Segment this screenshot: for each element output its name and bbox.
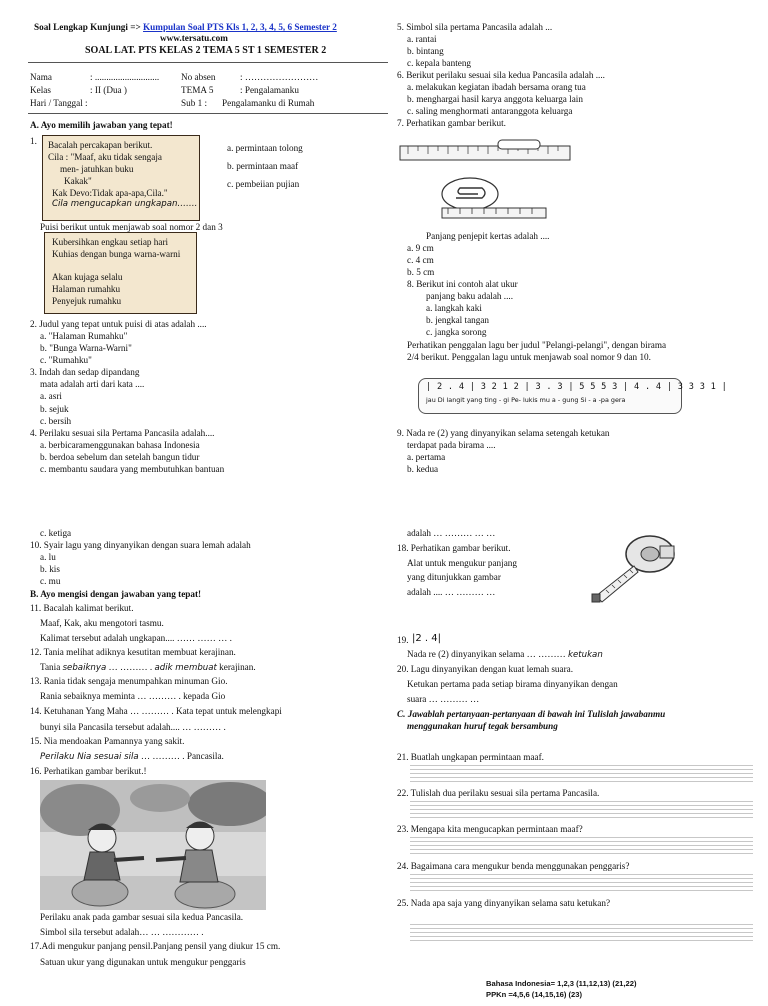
q15-text: 15. Nia mendoakan Pamannya yang sakit. (30, 736, 185, 746)
q19-number: 19. (397, 635, 409, 645)
q7-caption: Panjang penjepit kertas adalah .... (426, 231, 550, 241)
hari-label: Hari / Tanggal : (30, 98, 88, 108)
q9-text: 9. Nada re (2) yang dinyanyikan selama setengah ketukan (397, 428, 610, 438)
q3-option: a. asri (40, 391, 62, 401)
answer-lines[interactable] (410, 801, 753, 821)
q12-part: Tania (40, 662, 63, 672)
q9-text2: terdapat pada birama .... (407, 440, 496, 450)
q5-option: b. bintang (407, 46, 444, 56)
q12-line (40, 662, 256, 674)
nama-label: Nama (30, 72, 52, 82)
q11-text: 11. Bacalah kalimat berikut. (30, 603, 134, 613)
footer-line: PPKn =4,5,6 (14,15,16) (23) (486, 990, 583, 999)
q19-notation: |2 . 4| (412, 633, 441, 644)
q7-option: b. 5 cm (407, 267, 435, 277)
q7-option: c. 4 cm (407, 255, 434, 265)
q6-option: c. saling menghormati antaranggota keluarga (407, 106, 573, 116)
section-c-title: C. Jawablah pertanyaan-pertanyaan di bawah ini Tulislah jawabanmu (397, 709, 666, 719)
q20-text: 20. Lagu dinyanyikan dengan kuat lemah suara. (397, 664, 574, 674)
q7-text: 7. Perhatikan gambar berikut. (397, 118, 506, 128)
essay-question: 24. Bagaimana cara mengukur benda menggunakan penggaris? (397, 861, 630, 871)
poem-intro: Puisi berikut untuk menjawab soal nomor 2 dan 3 (40, 222, 223, 232)
site-url[interactable]: www.tersatu.com (160, 33, 228, 43)
essay-question: 25. Nada apa saja yang dinyanyikan selama satu ketukan? (397, 898, 611, 908)
dialog-line: Bacalah percakapan berikut. (48, 140, 153, 150)
q17-text: 17.Adi mengukur panjang pensil.Panjang pensil yang diukur 15 cm. (30, 941, 281, 951)
divider (28, 113, 388, 114)
divider (28, 62, 388, 63)
tema-value: : Pengalamanku (240, 85, 299, 95)
kelas-value: : II (Dua ) (90, 85, 127, 95)
answer-lines[interactable] (410, 924, 753, 944)
children-visiting-image (40, 780, 266, 910)
page-title: SOAL LAT. PTS KELAS 2 TEMA 5 ST 1 SEMESTER 2 (85, 45, 327, 56)
q2-option: c. "Rumahku" (40, 355, 92, 365)
q18-line: Alat untuk mengukur panjang (407, 558, 517, 568)
q12-text: 12. Tania melihat adiknya kesutitan membuat kerajinan. (30, 647, 236, 657)
q15-line (40, 751, 224, 763)
q8-option: c. jangka sorong (426, 327, 487, 337)
q1-number: 1. (30, 136, 37, 146)
q19-line (407, 649, 603, 661)
song-intro: 2/4 berikut. Penggalan lagu untuk menjawab soal nomor 9 dan 10. (407, 352, 651, 362)
tape-measure-image (590, 532, 680, 604)
absen-value: : …………………… (240, 72, 319, 82)
song-lyrics: jau Di langit yang ting - gi Pe- lukis mu a - gung Si - a -pa gera (426, 396, 626, 404)
q13-text: 13. Rania tidak sengaja menumpahkan minuman Gio. (30, 676, 228, 686)
q9-option-c: c. ketiga (40, 528, 72, 538)
header-prefix: Soal Lengkap Kunjungi => (34, 22, 141, 32)
q18-line: adalah .... … ……… … (407, 587, 496, 597)
q1-prompt: Cila mengucapkan ungkapan……. (52, 199, 198, 209)
q7-option: a. 9 cm (407, 243, 434, 253)
dialog-line: men- jatuhkan buku (60, 164, 134, 174)
q5-option: c. kepala banteng (407, 58, 472, 68)
q3-option: c. bersih (40, 416, 72, 426)
tema-label: TEMA 5 (181, 85, 214, 95)
dialog-line: Kak Devo:Tidak apa-apa,Cila." (52, 188, 168, 198)
q4-option: a. berbicaramenggunakan bahasa Indonesia (40, 440, 200, 450)
q11-line: Maaf, Kak, aku mengotori tasmu. (40, 618, 164, 628)
answer-lines[interactable] (410, 874, 753, 894)
q20-line: suara … ……… … (407, 694, 480, 704)
answer-lines[interactable] (410, 765, 753, 785)
essay-question: 22. Tulislah dua perilaku sesuai sila pertama Pancasila. (397, 788, 600, 798)
sub-label: Sub 1 : (181, 98, 208, 108)
poem-line: Penyejuk rumahku (52, 296, 122, 306)
q16-line: Perilaku anak pada gambar sesuai sila kedua Pancasila. (40, 912, 244, 922)
nama-value: : ............................ (90, 72, 160, 82)
poem-line: Halaman rumahku (52, 284, 121, 294)
q16-line: Simbol sila tersebut adalah… … ………… . (40, 927, 204, 937)
header-link[interactable]: Kumpulan Soal PTS Kls 1, 2, 3, 4, 5, 6 Semester 2 (143, 22, 337, 32)
q19-handwriting: ketukan (568, 650, 603, 660)
q6-option: a. melakukan kegiatan ibadah bersama orang tua (407, 82, 586, 92)
dialog-line: Cila : "Maaf, aku tidak sengaja (48, 152, 162, 162)
q12-part: … ……… . (106, 662, 155, 672)
q1-option: a. permintaan tolong (227, 143, 303, 153)
q16-text: 16. Perhatikan gambar berikut.! (30, 766, 147, 776)
essay-question: 21. Buatlah ungkapan permintaan maaf. (397, 752, 544, 762)
poem-line: Kuhias dengan bunga warna-warni (52, 249, 181, 259)
q3-option: b. sejuk (40, 404, 69, 414)
q4-option: b. berdoa sebelum dan setelah bangun tidur (40, 452, 200, 462)
q13-line: Rania sebaiknya meminta … ……… . kepada Gio (40, 691, 226, 701)
absen-label: No absen (181, 72, 216, 82)
answer-lines[interactable] (410, 837, 753, 857)
q10-option: c. mu (40, 576, 61, 586)
q11-line: Kalimat tersebut adalah ungkapan.... …… …… … . (40, 633, 232, 643)
poem-line: Akan kujaga selalu (52, 272, 123, 282)
kelas-label: Kelas (30, 85, 51, 95)
section-a-title: A. Ayo memilih jawaban yang tepat! (30, 120, 173, 130)
q19-part: Nada re (2) dinyanyikan selama … ……… (407, 649, 568, 659)
q4-text: 4. Perilaku sesuai sila Pertama Pancasila adalah.... (30, 428, 215, 438)
section-c-subtitle: menggunakan huruf tegak bersambung (407, 721, 558, 731)
q12-handwriting: adik membuat (154, 663, 217, 673)
q3-text2: mata adalah arti dari kata .... (40, 379, 145, 389)
q9-option: a. pertama (407, 452, 446, 462)
sub-value: Pengalamanku di Rumah (222, 98, 315, 108)
q15-handwriting: Perilaku Nia sesuai sila (40, 752, 139, 762)
q8-option: b. jengkal tangan (426, 315, 490, 325)
essay-question: 23. Mengapa kita mengucapkan permintaan maaf? (397, 824, 583, 834)
poem-line: Kubersihkan engkau setiap hari (52, 237, 169, 247)
q14-text: 14. Ketuhanan Yang Maha … ……… . Kata tepat untuk melengkapi (30, 706, 282, 716)
song-intro: Perhatikan penggalan lagu ber judul "Pelangi-pelangi", dengan birama (407, 340, 667, 350)
q10-option: a. lu (40, 552, 56, 562)
q5-text: 5. Simbol sila pertama Pancasila adalah ... (397, 22, 553, 32)
q17-continued: adalah … ……… … … (407, 528, 496, 538)
footer-line: Bahasa Indonesia= 1,2,3 (11,12,13) (21,22) (486, 979, 637, 988)
q2-option: a. "Halaman Rumahku" (40, 331, 128, 341)
song-notes: | 2 . 4 | 3 2 1 2 | 3 . 3 | 5 5 5 3 | 4 . 4 | 3 3 3 1 | (426, 382, 728, 392)
q18-text: 18. Perhatikan gambar berikut. (397, 543, 511, 553)
q5-option: a. rantai (407, 34, 437, 44)
q12-part: kerajinan. (216, 662, 256, 672)
q9-option: b. kedua (407, 464, 439, 474)
q10-text: 10. Syair lagu yang dinyanyikan dengan suara lemah adalah (30, 540, 251, 550)
header-line (34, 22, 337, 33)
q20-line: Ketukan pertama pada setiap birama dinyanyikan dengan (407, 679, 618, 689)
q1-option: c. pembeiian pujian (227, 179, 300, 189)
q12-handwriting: sebaiknya (62, 663, 107, 673)
q4-option: c. membantu saudara yang membutuhkan bantuan (40, 464, 225, 474)
section-b-title: B. Ayo mengisi dengan jawaban yang tepat! (30, 589, 202, 599)
dialog-line: Kakak" (64, 176, 92, 186)
q8-option: a. langkah kaki (426, 303, 482, 313)
q6-option: b. menghargai hasil karya anggota keluarga lain (407, 94, 583, 104)
q2-text: 2. Judul yang tepat untuk puisi di atas adalah .... (30, 319, 207, 329)
q17-line: Satuan ukur yang digunakan untuk mengukur penggaris (40, 957, 246, 967)
q2-option: b. "Bunga Warna-Warni" (40, 343, 132, 353)
q18-line: yang ditunjukkan gambar (407, 572, 501, 582)
q3-text: 3. Indah dan sedap dipandang (30, 367, 140, 377)
q6-text: 6. Berikut perilaku sesuai sila kedua Pancasila adalah .... (397, 70, 605, 80)
q10-option: b. kis (40, 564, 60, 574)
q1-option: b. permintaan maaf (227, 161, 299, 171)
q14-line: bunyi sila Pancasila tersebut adalah.... … ……… . (40, 722, 226, 732)
q8-text2: panjang baku adalah .... (426, 291, 513, 301)
q15-part: … ……… . Pancasila. (138, 751, 224, 761)
q8-text: 8. Berikut ini contoh alat ukur (407, 279, 518, 289)
ruler-paperclip-image (398, 138, 578, 228)
